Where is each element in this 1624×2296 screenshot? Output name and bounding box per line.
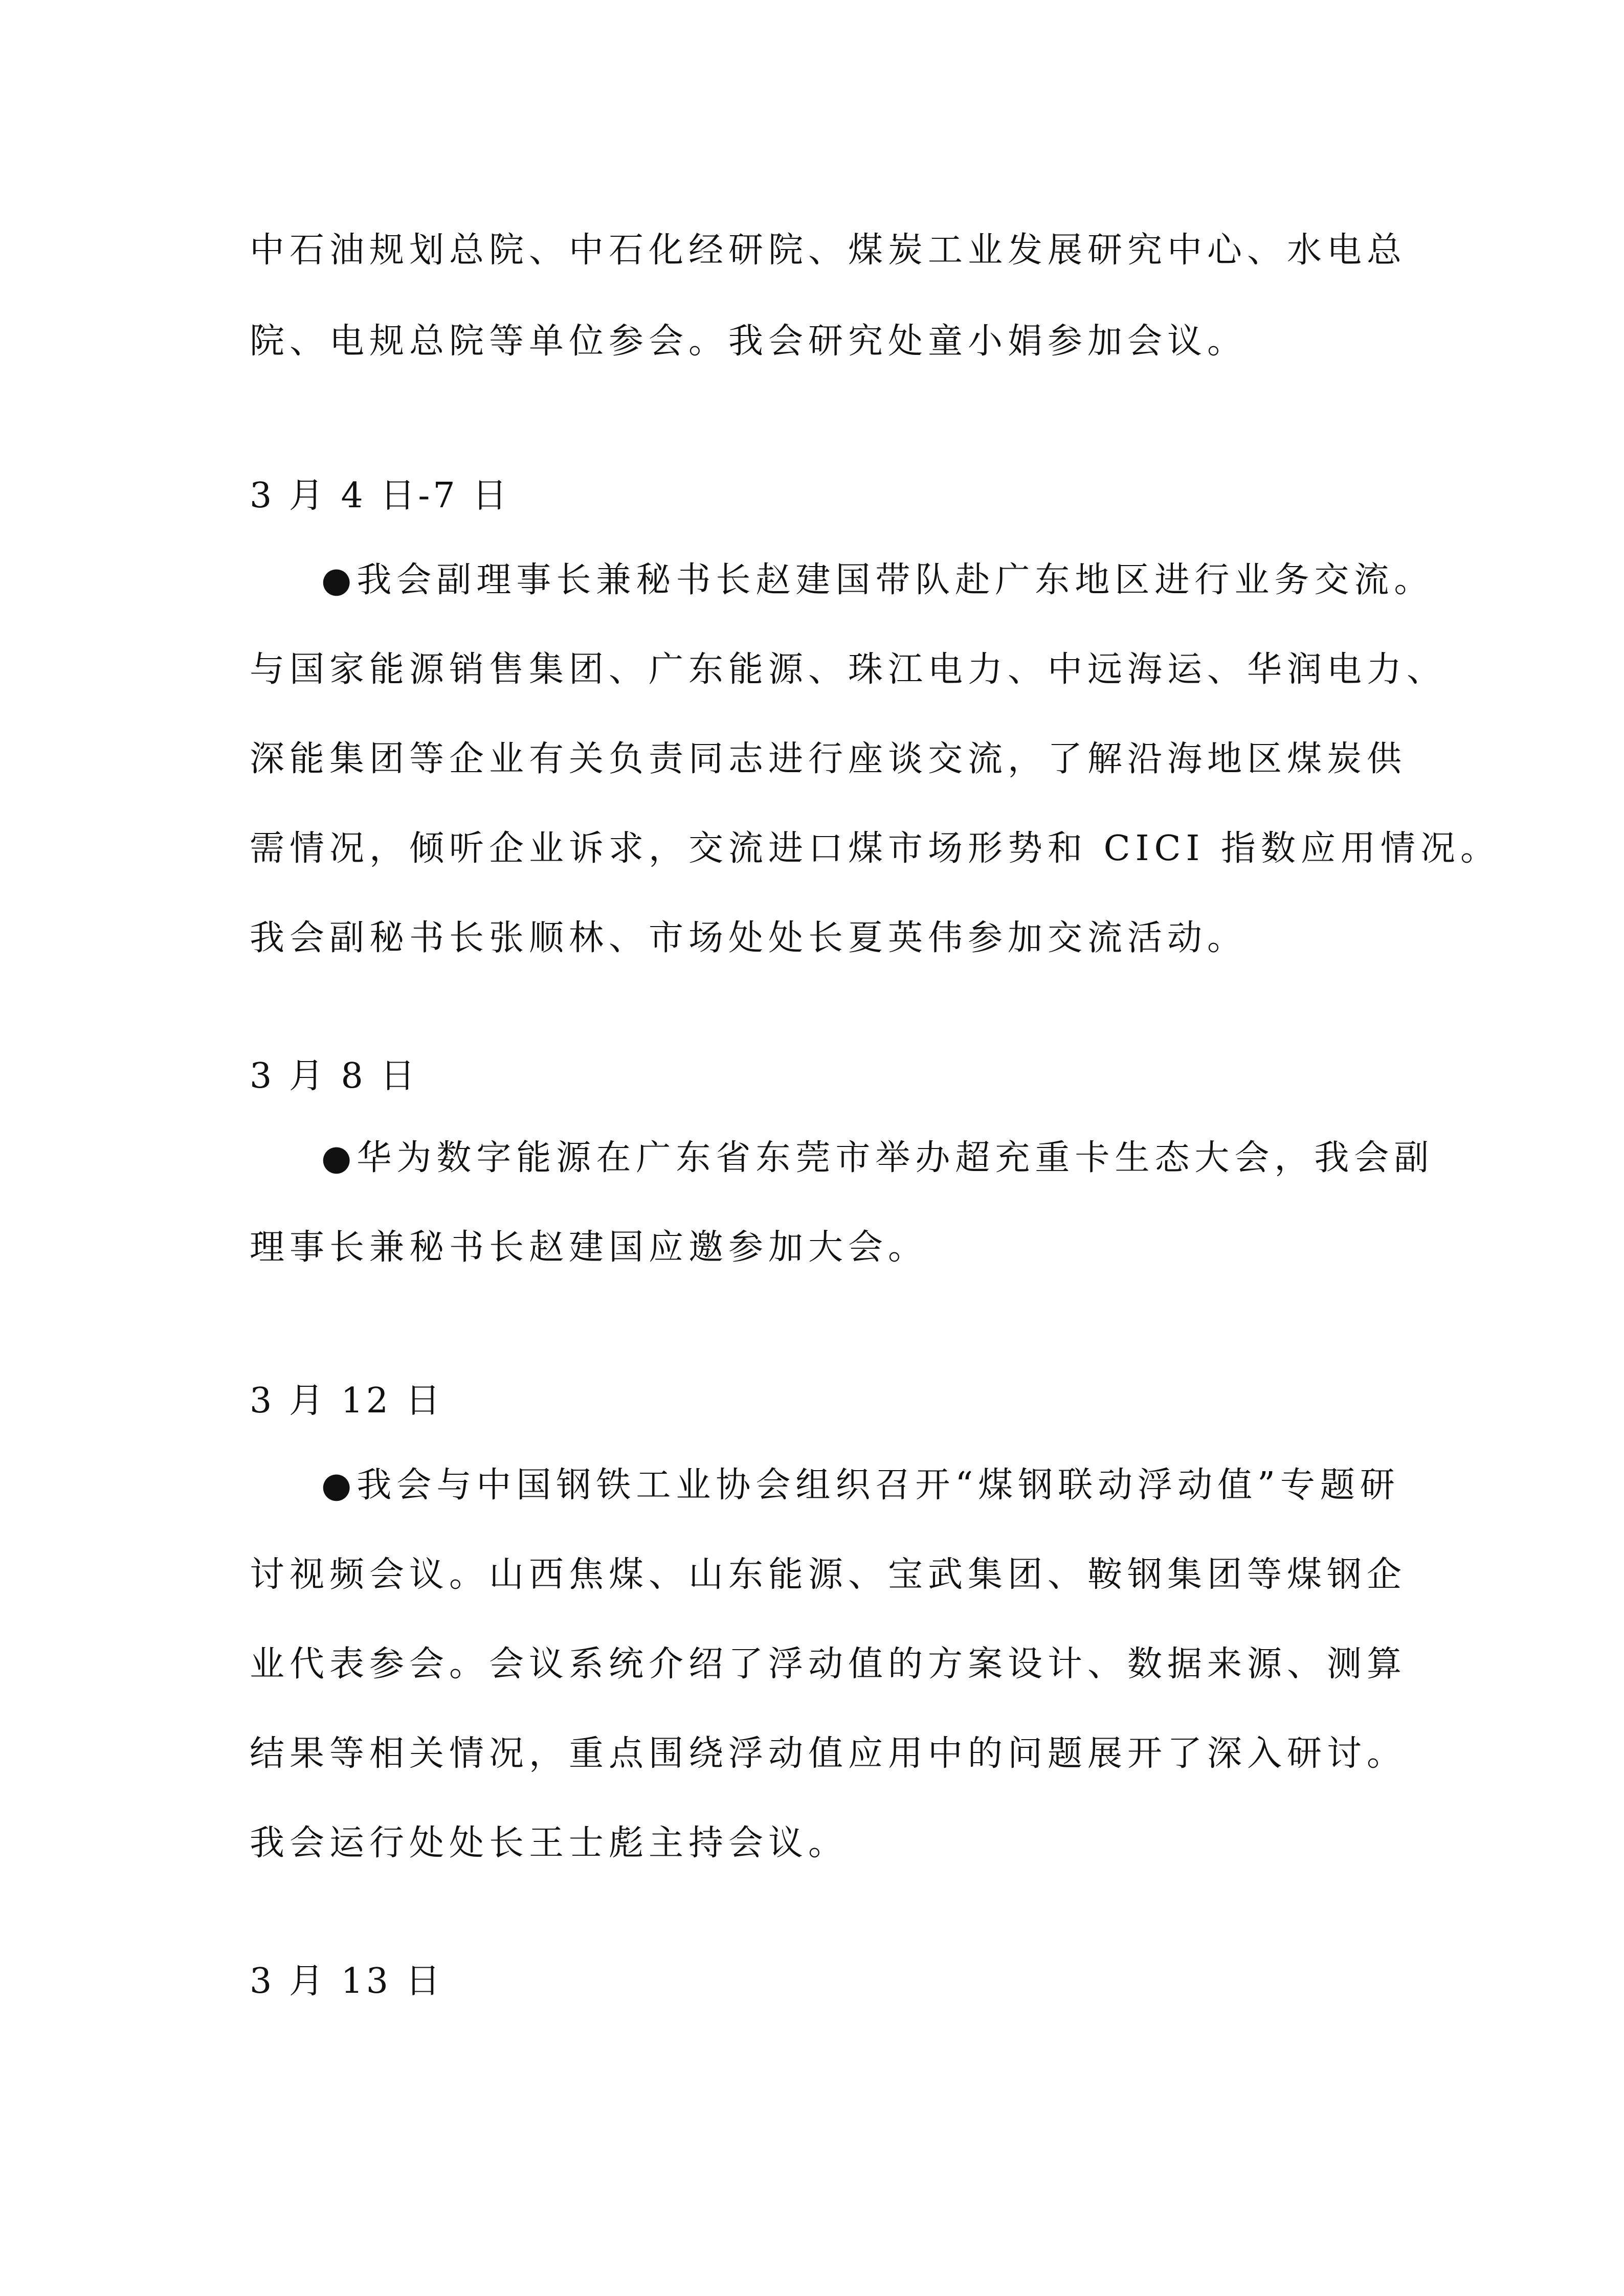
entry-date-mar-12: 3 月 12 日 [250,1381,443,1421]
entry-3-line-4: 结果等相关情况，重点围绕浮动值应用中的问题展开了深入研讨。 [250,1734,1407,1774]
entry-1-line-2: 与国家能源销售集团、广东能源、珠江电力、中远海运、华润电力、 [250,649,1447,690]
entry-2-line-2: 理事长兼秘书长赵建国应邀参加大会。 [250,1227,928,1268]
entry-date-mar-4-7: 3 月 4 日-7 日 [250,476,510,516]
entry-3-line-5: 我会运行处处长王士彪主持会议。 [250,1823,849,1863]
intro-line-2: 院、电规总院等单位参会。我会研究处童小娟参加会议。 [250,321,1248,362]
entry-date-mar-13: 3 月 13 日 [250,1961,443,2001]
entry-2-line-1: ●华为数字能源在广东省东莞市举办超充重卡生态大会，我会副 [321,1138,1434,1178]
entry-3-line-1: ●我会与中国钢铁工业协会组织召开“煤钢联动浮动值”专题研 [321,1465,1400,1505]
intro-line-1: 中石油规划总院、中石化经研院、煤炭工业发展研究中心、水电总 [250,230,1407,271]
entry-1-line-4: 需情况，倾听企业诉求，交流进口煤市场形势和 CICI 指数应用情况。 [250,828,1501,869]
entry-1-line-3: 深能集团等企业有关负责同志进行座谈交流，了解沿海地区煤炭供 [250,739,1407,779]
entry-3-line-2: 讨视频会议。山西焦煤、山东能源、宝武集团、鞍钢集团等煤钢企 [250,1555,1407,1595]
entry-date-mar-8: 3 月 8 日 [250,1056,418,1096]
entry-1-line-5: 我会副秘书长张顺林、市场处处长夏英伟参加交流活动。 [250,918,1248,958]
entry-3-line-3: 业代表参会。会议系统介绍了浮动值的方案设计、数据来源、测算 [250,1644,1407,1684]
entry-1-line-1: ●我会副理事长兼秘书长赵建国带队赴广东地区进行业务交流。 [321,560,1434,600]
